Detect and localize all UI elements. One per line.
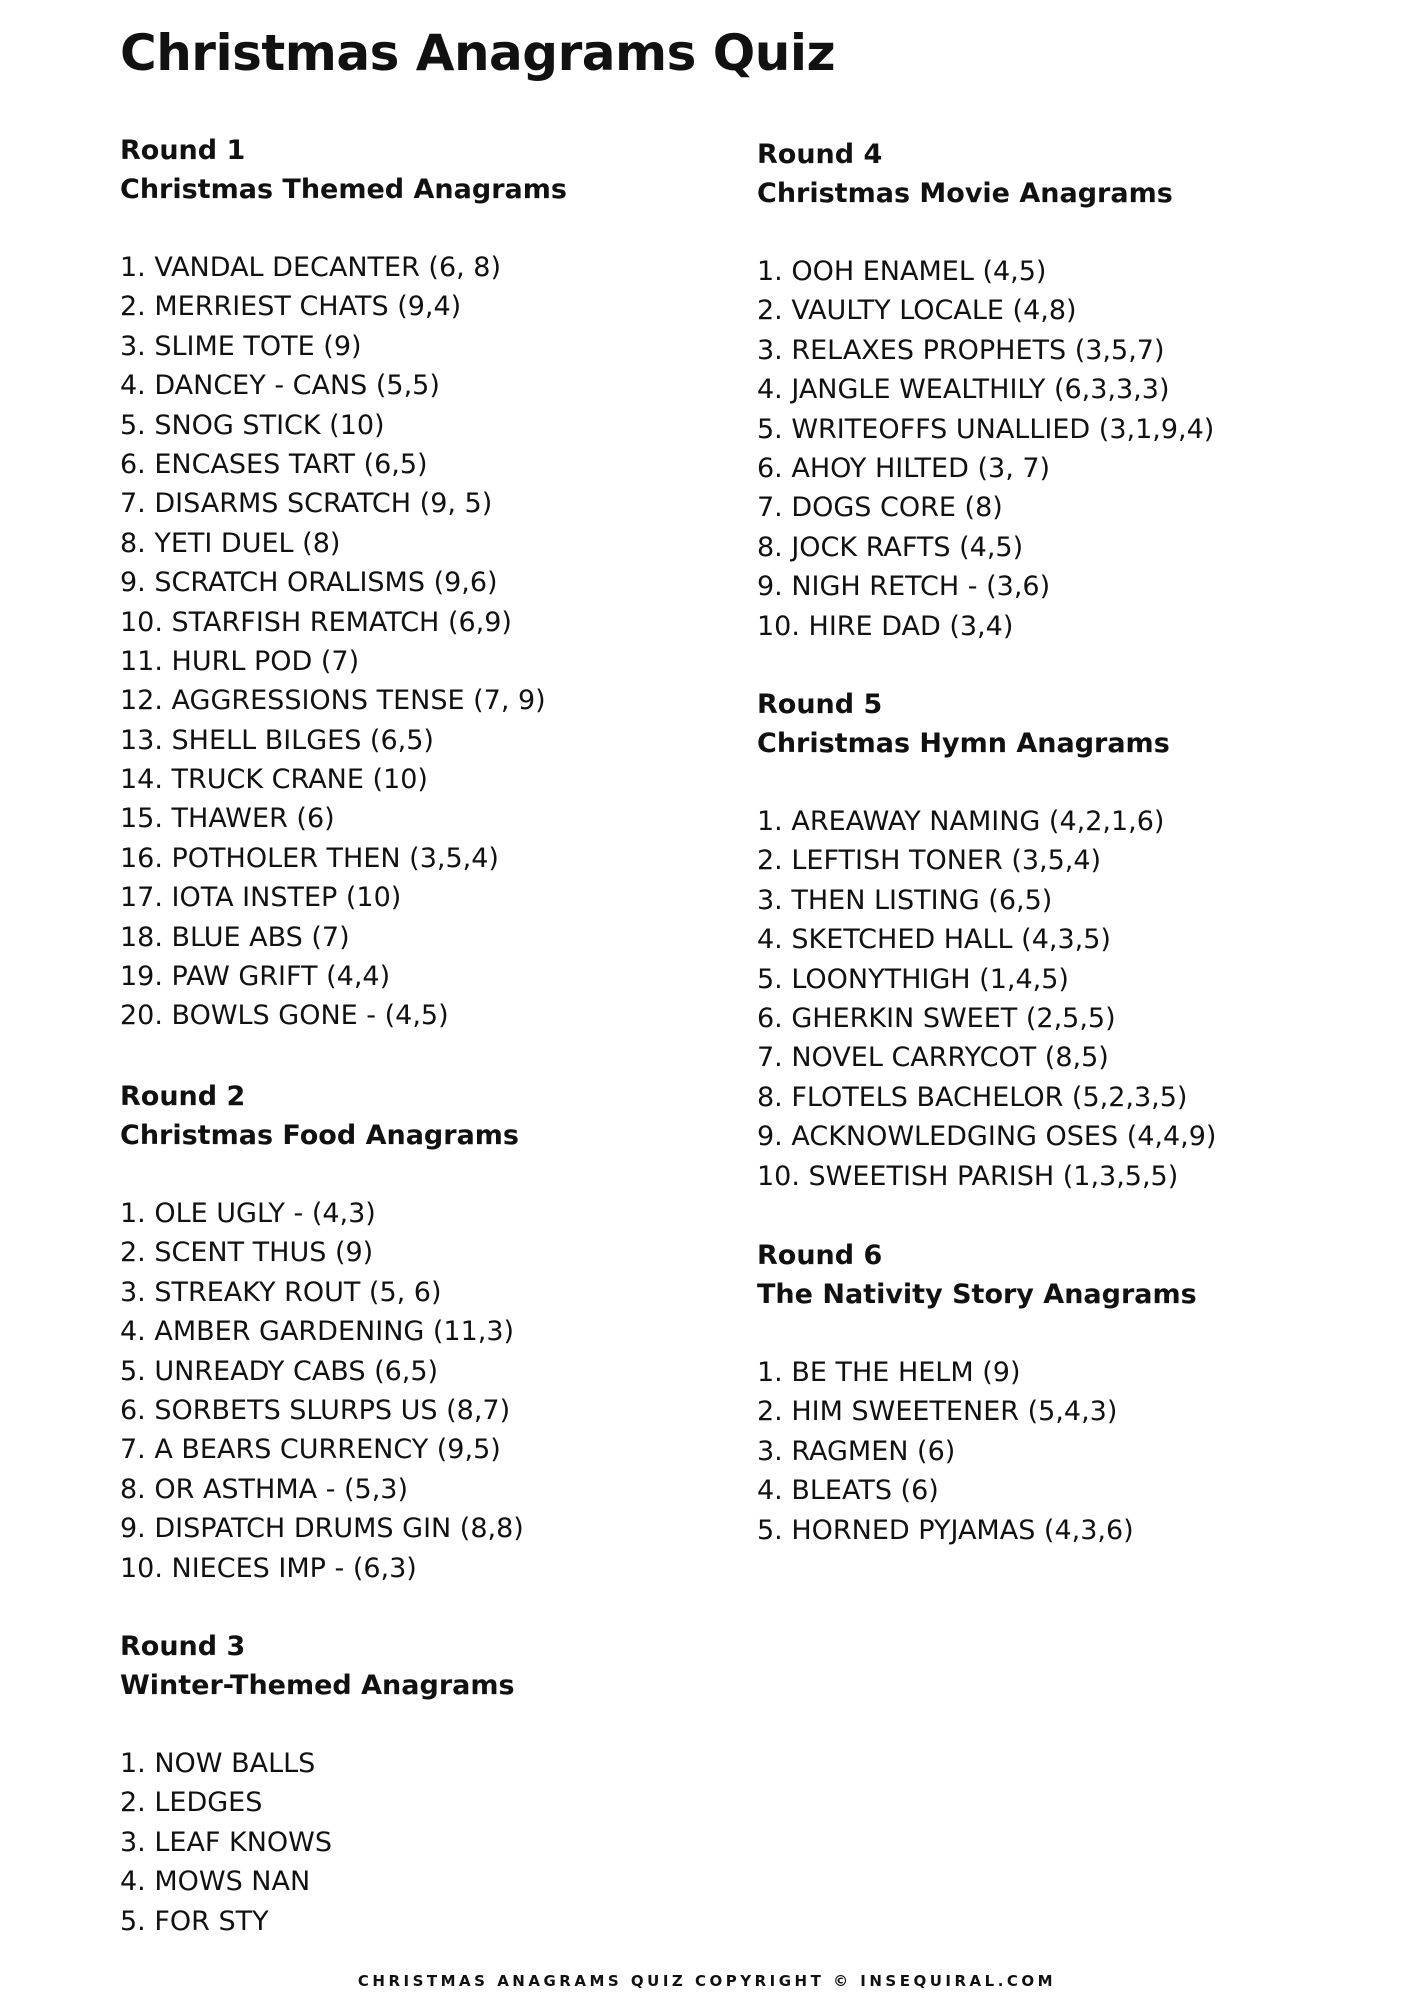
anagram-item: 8. YETI DUEL (8) [120,527,341,559]
anagram-item: 5. HORNED PYJAMAS (4,3,6) [757,1514,1134,1546]
anagram-list [757,1353,1317,1550]
round-5 [757,685,1317,1196]
round-2 [120,1077,680,1588]
anagram-item: 10. HIRE DAD (3,4) [757,610,1014,642]
anagram-item: 2. SCENT THUS (9) [120,1237,374,1269]
round-subtitle: Christmas Food Anagrams [120,1120,519,1151]
anagram-item: 9. SCRATCH ORALISMS (9,6) [120,567,498,599]
anagram-item: 17. IOTA INSTEP (10) [120,882,402,914]
anagram-item: 12. AGGRESSIONS TENSE (7, 9) [120,685,546,717]
anagram-item: 6. ENCASES TART (6,5) [120,448,428,480]
anagram-item: 5. UNREADY CABS (6,5) [120,1355,439,1387]
anagram-item: 4. BLEATS (6) [757,1475,939,1507]
anagram-item: 3. SLIME TOTE (9) [120,330,362,362]
anagram-item: 5. WRITEOFFS UNALLIED (3,1,9,4) [757,413,1215,445]
anagram-item: 8. OR ASTHMA - (5,3) [120,1473,409,1505]
anagram-item: 1. OOH ENAMEL (4,5) [757,256,1047,287]
anagram-item: 1. NOW BALLS [120,1748,316,1779]
anagram-item: 6. GHERKIN SWEET (2,5,5) [757,1002,1116,1034]
round-label: Round 6 [757,1240,883,1271]
anagram-item: 5. FOR STY [120,1905,269,1937]
round-subtitle: Christmas Hymn Anagrams [757,728,1170,759]
round-3 [120,1627,680,1941]
anagram-list [120,1744,680,1941]
round-label: Round 1 [120,135,246,166]
round-label: Round 5 [757,689,883,720]
anagram-item: 16. POTHOLER THEN (3,5,4) [120,842,499,874]
anagram-item: 7. A BEARS CURRENCY (9,5) [120,1434,501,1466]
anagram-item: 2. LEDGES [120,1787,263,1819]
anagram-item: 3. LEAF KNOWS [120,1826,333,1858]
round-label: Round 4 [757,139,883,170]
anagram-item: 4. JANGLE WEALTHILY (6,3,3,3) [757,374,1170,406]
anagram-item: 3. RAGMEN (6) [757,1435,956,1467]
anagram-item: 8. JOCK RAFTS (4,5) [757,531,1024,563]
round-label: Round 3 [120,1631,246,1662]
anagram-item: 13. SHELL BILGES (6,5) [120,724,434,756]
anagram-item: 14. TRUCK CRANE (10) [120,764,428,796]
anagram-item: 7. DISARMS SCRATCH (9, 5) [120,488,493,520]
round-label: Round 2 [120,1081,246,1112]
round-subtitle: Winter-Themed Anagrams [120,1670,515,1701]
anagram-item: 9. DISPATCH DRUMS GIN (8,8) [120,1513,524,1545]
anagram-item: 7. NOVEL CARRYCOT (8,5) [757,1042,1109,1074]
round-subtitle: Christmas Themed Anagrams [120,174,567,205]
anagram-item: 1. AREAWAY NAMING (4,2,1,6) [757,806,1165,837]
anagram-item: 7. DOGS CORE (8) [757,492,1003,524]
anagram-item: 10. NIECES IMP - (6,3) [120,1552,417,1584]
anagram-item: 1. BE THE HELM (9) [757,1357,1021,1388]
anagram-list [120,248,680,1036]
page-title: Christmas Anagrams Quiz [120,24,836,82]
anagram-item: 9. ACKNOWLEDGING OSES (4,4,9) [757,1121,1217,1153]
copyright-footer: CHRISTMAS ANAGRAMS QUIZ COPYRIGHT © INSEQUIRAL.COM [357,1972,1057,1990]
anagram-item: 5. LOONYTHIGH (1,4,5) [757,963,1069,995]
round-subtitle: The Nativity Story Anagrams [757,1279,1197,1310]
anagram-item: 4. MOWS NAN [120,1866,311,1898]
round-1 [120,131,680,1036]
anagram-item: 4. SKETCHED HALL (4,3,5) [757,924,1111,956]
anagram-item: 1. OLE UGLY - (4,3) [120,1198,376,1229]
anagram-item: 6. SORBETS SLURPS US (8,7) [120,1394,511,1426]
anagram-item: 2. LEFTISH TONER (3,5,4) [757,845,1102,877]
anagram-list [120,1194,680,1588]
anagram-item: 6. AHOY HILTED (3, 7) [757,452,1051,484]
anagram-item: 2. HIM SWEETENER (5,4,3) [757,1396,1118,1428]
anagram-item: 2. VAULTY LOCALE (4,8) [757,295,1077,327]
anagram-item: 3. STREAKY ROUT (5, 6) [120,1276,442,1308]
anagram-item: 18. BLUE ABS (7) [120,921,350,953]
anagram-item: 4. AMBER GARDENING (11,3) [120,1316,515,1348]
anagram-list [757,252,1317,646]
anagram-item: 9. NIGH RETCH - (3,6) [757,571,1051,603]
round-4 [757,135,1317,646]
anagram-item: 15. THAWER (6) [120,803,335,835]
anagram-item: 3. RELAXES PROPHETS (3,5,7) [757,334,1165,366]
anagram-item: 3. THEN LISTING (6,5) [757,884,1053,916]
anagram-item: 1. VANDAL DECANTER (6, 8) [120,252,502,283]
anagram-list [757,802,1317,1196]
anagram-item: 4. DANCEY - CANS (5,5) [120,370,440,402]
anagram-item: 8. FLOTELS BACHELOR (5,2,3,5) [757,1081,1188,1113]
round-6 [757,1236,1317,1550]
anagram-item: 19. PAW GRIFT (4,4) [120,961,391,993]
anagram-item: 20. BOWLS GONE - (4,5) [120,1000,449,1032]
anagram-item: 10. SWEETISH PARISH (1,3,5,5) [757,1160,1179,1192]
anagram-item: 11. HURL POD (7) [120,645,360,677]
anagram-item: 2. MERRIEST CHATS (9,4) [120,291,462,323]
anagram-item: 10. STARFISH REMATCH (6,9) [120,606,512,638]
anagram-item: 5. SNOG STICK (10) [120,409,385,441]
round-subtitle: Christmas Movie Anagrams [757,178,1173,209]
